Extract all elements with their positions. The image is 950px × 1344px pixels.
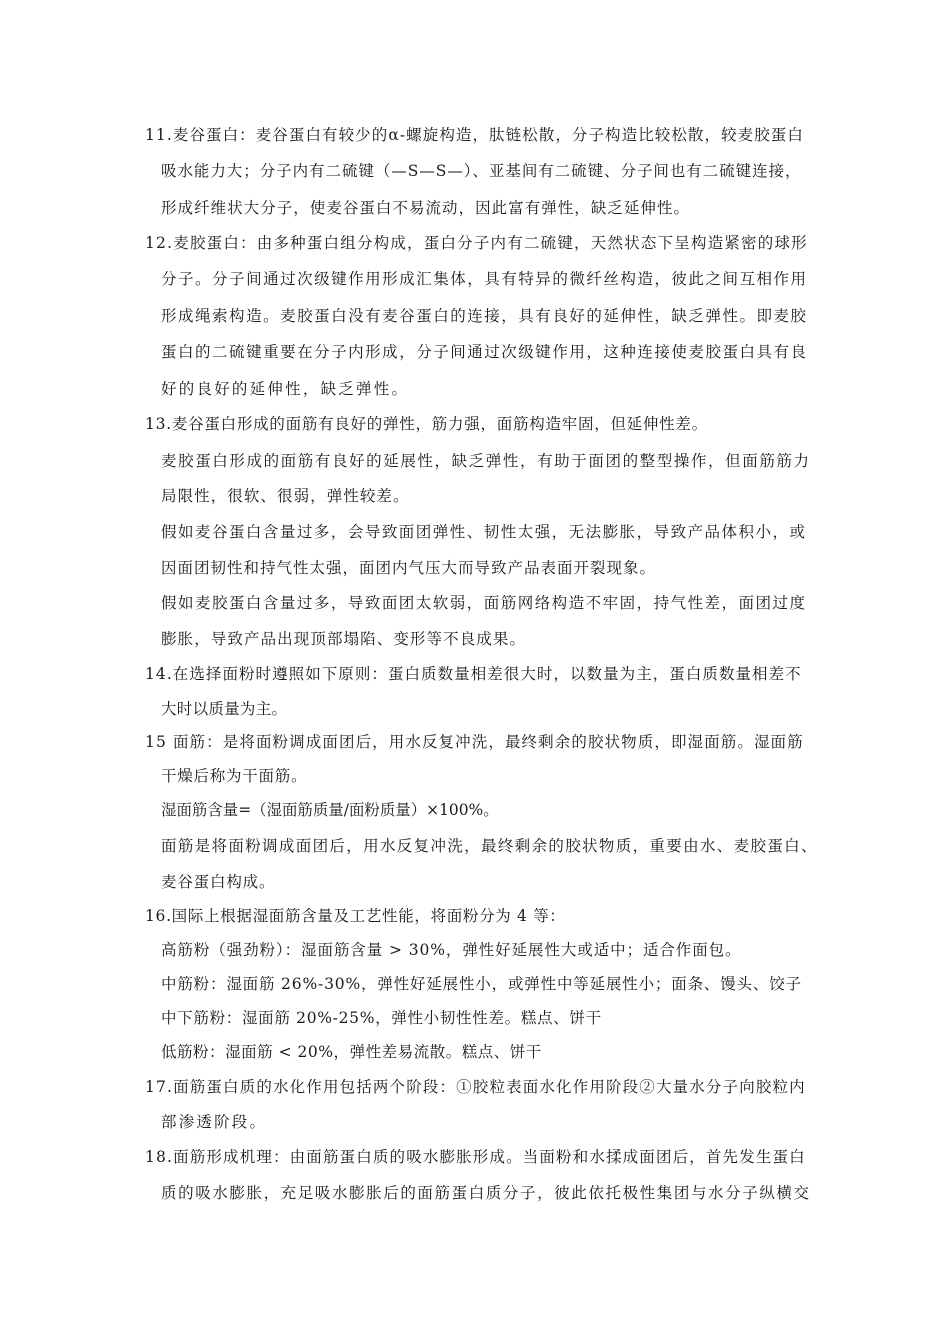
numbered-item-line: 14.在选择面粉时遵照如下原则：蛋白质数量相差很大时，以数量为主，蛋白质数量相差不 [145,665,802,683]
paragraph-line: 大时以质量为主。 [161,700,288,718]
paragraph-line: 吸水能力大；分子内有二硫键（—S—S—）、亚基间有二硫键、分子间也有二硫键连接， [161,162,802,180]
paragraph-line: 膨胀，导致产品出现顶部塌陷、变形等不良成果。 [161,630,527,648]
paragraph-line: 假如麦胶蛋白含量过多，导致面团太软弱，面筋网络构造不牢固，持气性差，面团过度 [161,594,807,612]
paragraph-line: 面筋是将面粉调成面团后，用水反复冲洗，最终剩余的胶状物质，重要由水、麦胶蛋白、 [161,837,818,855]
numbered-item-line: 17.面筋蛋白质的水化作用包括两个阶段：①胶粒表面水化作用阶段②大量水分子向胶粒内 [145,1078,806,1096]
paragraph-line: 麦胶蛋白形成的面筋有良好的延展性，缺乏弹性，有助于面团的整型操作，但面筋筋力 [161,452,811,470]
paragraph-line: 蛋白的二硫键重要在分子内形成，分子间通过次级键作用，这种连接使麦胶蛋白具有良 [161,343,808,361]
paragraph-line: 形成纤维状大分子，使麦谷蛋白不易流动，因此富有弹性，缺乏延伸性。 [161,199,691,217]
numbered-item-line: 15 面筋：是将面粉调成面团后，用水反复冲洗，最终剩余的胶状物质，即湿面筋。湿面筋 [145,733,804,751]
paragraph-line: 麦谷蛋白构成。 [161,873,276,891]
paragraph-line: 好的良好的延伸性，缺乏弹性。 [161,380,410,398]
numbered-item-line: 11.麦谷蛋白：麦谷蛋白有较少的α-螺旋构造，肽链松散，分子构造比较松散，较麦胶蛋白 [145,126,804,144]
paragraph-line: 分子。分子间通过次级键作用形成汇集体，具有特异的微纤丝构造，彼此之间互相作用 [161,270,808,288]
paragraph-line: 质的吸水膨胀，充足吸水膨胀后的面筋蛋白质分子，彼此依托极性集团与水分子纵横交 [161,1184,811,1202]
numbered-item-line: 12.麦胶蛋白：由多种蛋白组分构成，蛋白分子内有二硫键，天然状态下呈构造紧密的球形 [145,234,808,252]
numbered-item-line: 13.麦谷蛋白形成的面筋有良好的弹性，筋力强，面筋构造牢固，但延伸性差。 [145,415,708,433]
numbered-item-line: 16.国际上根据湿面筋含量及工艺性能，将面粉分为 4 等： [145,907,566,925]
paragraph-line: 中下筋粉：湿面筋 20%-25%，弹性小韧性性差。糕点、饼干 [161,1009,602,1027]
paragraph-line: 中筋粉：湿面筋 26%-30%，弹性好延展性小，或弹性中等延展性小；面条、馒头、饺子 [161,975,802,993]
paragraph-line: 低筋粉：湿面筋 < 20%，弹性差易流散。糕点、饼干 [161,1043,542,1061]
paragraph-line: 部渗透阶段。 [161,1113,268,1131]
paragraph-line: 干燥后称为干面筋。 [161,767,308,785]
paragraph-line: 湿面筋含量=（湿面筋质量/面粉质量）×100%。 [161,801,499,819]
numbered-item-line: 18.面筋形成机理：由面筋蛋白质的吸水膨胀形成。当面粉和水揉成面团后，首先发生蛋白 [145,1148,806,1166]
paragraph-line: 因面团韧性和持气性太强，面团内气压大而导致产品表面开裂现象。 [161,559,657,577]
paragraph-line: 局限性，很软、很弱，弹性较差。 [161,487,410,505]
paragraph-line: 形成绳索构造。麦胶蛋白没有麦谷蛋白的连接，具有良好的延伸性，缺乏弹性。即麦胶 [161,307,808,325]
paragraph-line: 高筋粉（强劲粉）：湿面筋含量 > 30%，弹性好延展性大或适中；适合作面包。 [161,941,742,959]
paragraph-line: 假如麦谷蛋白含量过多，会导致面团弹性、韧性太强，无法膨胀，导致产品体积小，或 [161,523,807,541]
